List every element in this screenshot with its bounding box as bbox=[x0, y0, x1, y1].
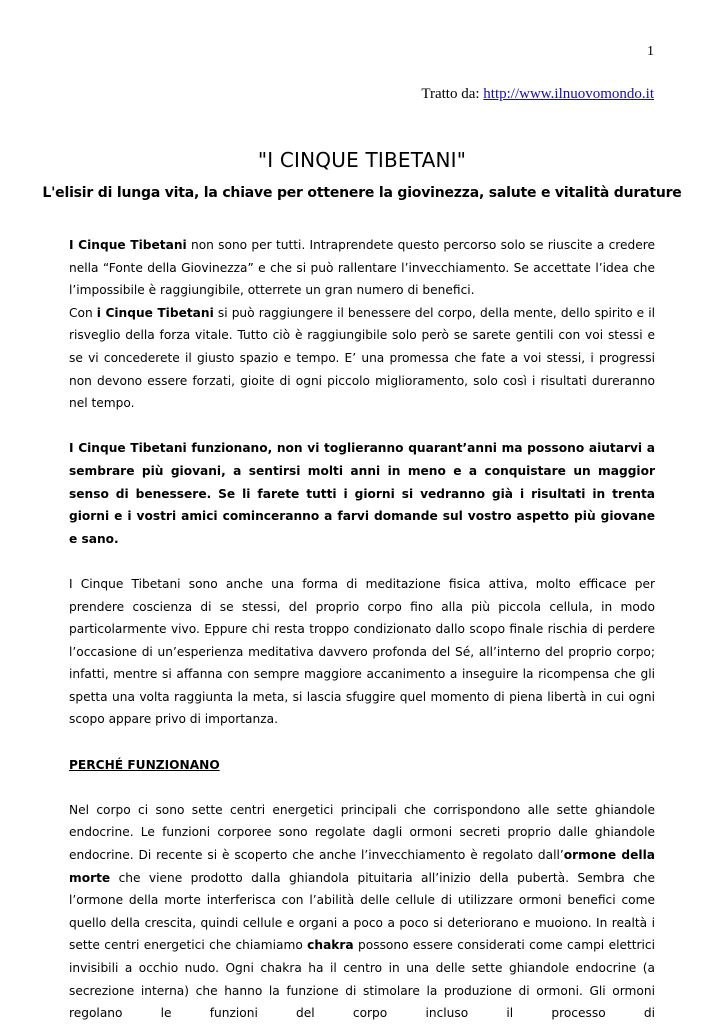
paragraph-text: che viene prodotto dalla ghiandola pituitaria all’inizio della pubertà. Sembra che l’ormone della morte interferisca con l’abilità delle cellule di utilizzare ormoni benefici come quello della crescita, quindi cellule e organi a poco a poco si deteriorano e muoiono. In realtà i sette centri energetici che chiamiamo bbox=[69, 870, 655, 953]
source-link[interactable]: http://www.ilnuovomondo.it bbox=[483, 86, 654, 102]
bold-term: chakra bbox=[307, 938, 354, 953]
bold-term: ormone della morte bbox=[69, 848, 655, 885]
paragraph-text: possono essere considerati come campi elettrici invisibili a occhio nudo. Ogni chakra ha il centro in una delle sette ghiandole endocrine (a secrezione interna) che hanno la funzione di stimolare la produzione di ormoni. Gli ormoni regolano le funzioni del corpo incluso il processo di bbox=[69, 938, 655, 1021]
source-line bbox=[421, 86, 654, 103]
paragraph-bold-results: I Cinque Tibetani funzionano, non vi toglieranno quarant’anni ma possono aiutarvi a sembrare più giovani, a sentirsi molti anni in meno e a conquistare un maggior senso di benessere. Se li farete tutti i giorni si vedranno già i risultati in trenta giorni e i vostri amici cominceranno a farvi domande sul vostro aspetto più giovane e sano. bbox=[69, 441, 655, 546]
bold-term: I Cinque Tibetani bbox=[69, 238, 187, 252]
bold-term: i Cinque Tibetani bbox=[96, 305, 214, 320]
paragraph-benefits bbox=[69, 302, 655, 415]
document-body bbox=[69, 234, 655, 1025]
document-title: "I CINQUE TIBETANI" bbox=[257, 148, 467, 172]
paragraph-text: Con bbox=[69, 305, 97, 320]
paragraph-text: Nel corpo ci sono sette centri energetici principali che corrispondono alle sette ghiandole endocrine. Le funzioni corporee sono regolate dagli ormoni secreti proprio dalle ghiandole endocrine. Di recente si è scoperto che anche l’invecchiamento è regolato dall’ bbox=[69, 802, 655, 863]
section-heading: PERCHÉ FUNZIONANO bbox=[69, 757, 220, 772]
paragraph-text: si può raggiungere il benessere del corpo, della mente, dello spirito e il risveglio della forza vitale. Tutto ciò è raggiungibile solo però se sarete gentili con voi stessi e se vi concederete il giusto spazio e tempo. E’ una promessa che fate a voi stessi, i progressi non devono essere forzati, gioite di ogni piccolo miglioramento, solo così i risultati dureranno nel tempo. bbox=[69, 305, 656, 411]
paragraph-chakra bbox=[69, 799, 655, 1025]
page-number: 1 bbox=[647, 44, 654, 59]
paragraph-text: non sono per tutti. Intraprendete questo percorso solo se riuscite a credere nella “Fonte della Giovinezza” e che si può rallentare l’invecchiamento. Se accettate l’idea che l’impossibile è raggiungibile, otterrete un gran numero di benefici. bbox=[69, 238, 655, 298]
paragraph-intro bbox=[69, 234, 655, 302]
document-subtitle: L'elisir di lunga vita, la chiave per ottenere la giovinezza, salute e vitalità durature bbox=[42, 185, 682, 201]
paragraph-meditation: I Cinque Tibetani sono anche una forma di meditazione fisica attiva, molto efficace per prendere coscienza di se stessi, del proprio corpo fino alla più piccola cellula, in modo particolarmente vivo. Eppure chi resta troppo condizionato dallo scopo finale rischia di perdere l’occasione di un’esperienza meditativa davvero profonda del Sé, all’interno del proprio corpo; infatti, mentre si affanna con sempre maggiore accanimento a inseguire la ricompensa che gli spetta una volta raggiunta la meta, si lascia sfuggire quel momento di piena libertà in cui ogni scopo appare privo di importanza. bbox=[69, 576, 655, 727]
source-prefix: Tratto da: bbox=[421, 86, 484, 102]
